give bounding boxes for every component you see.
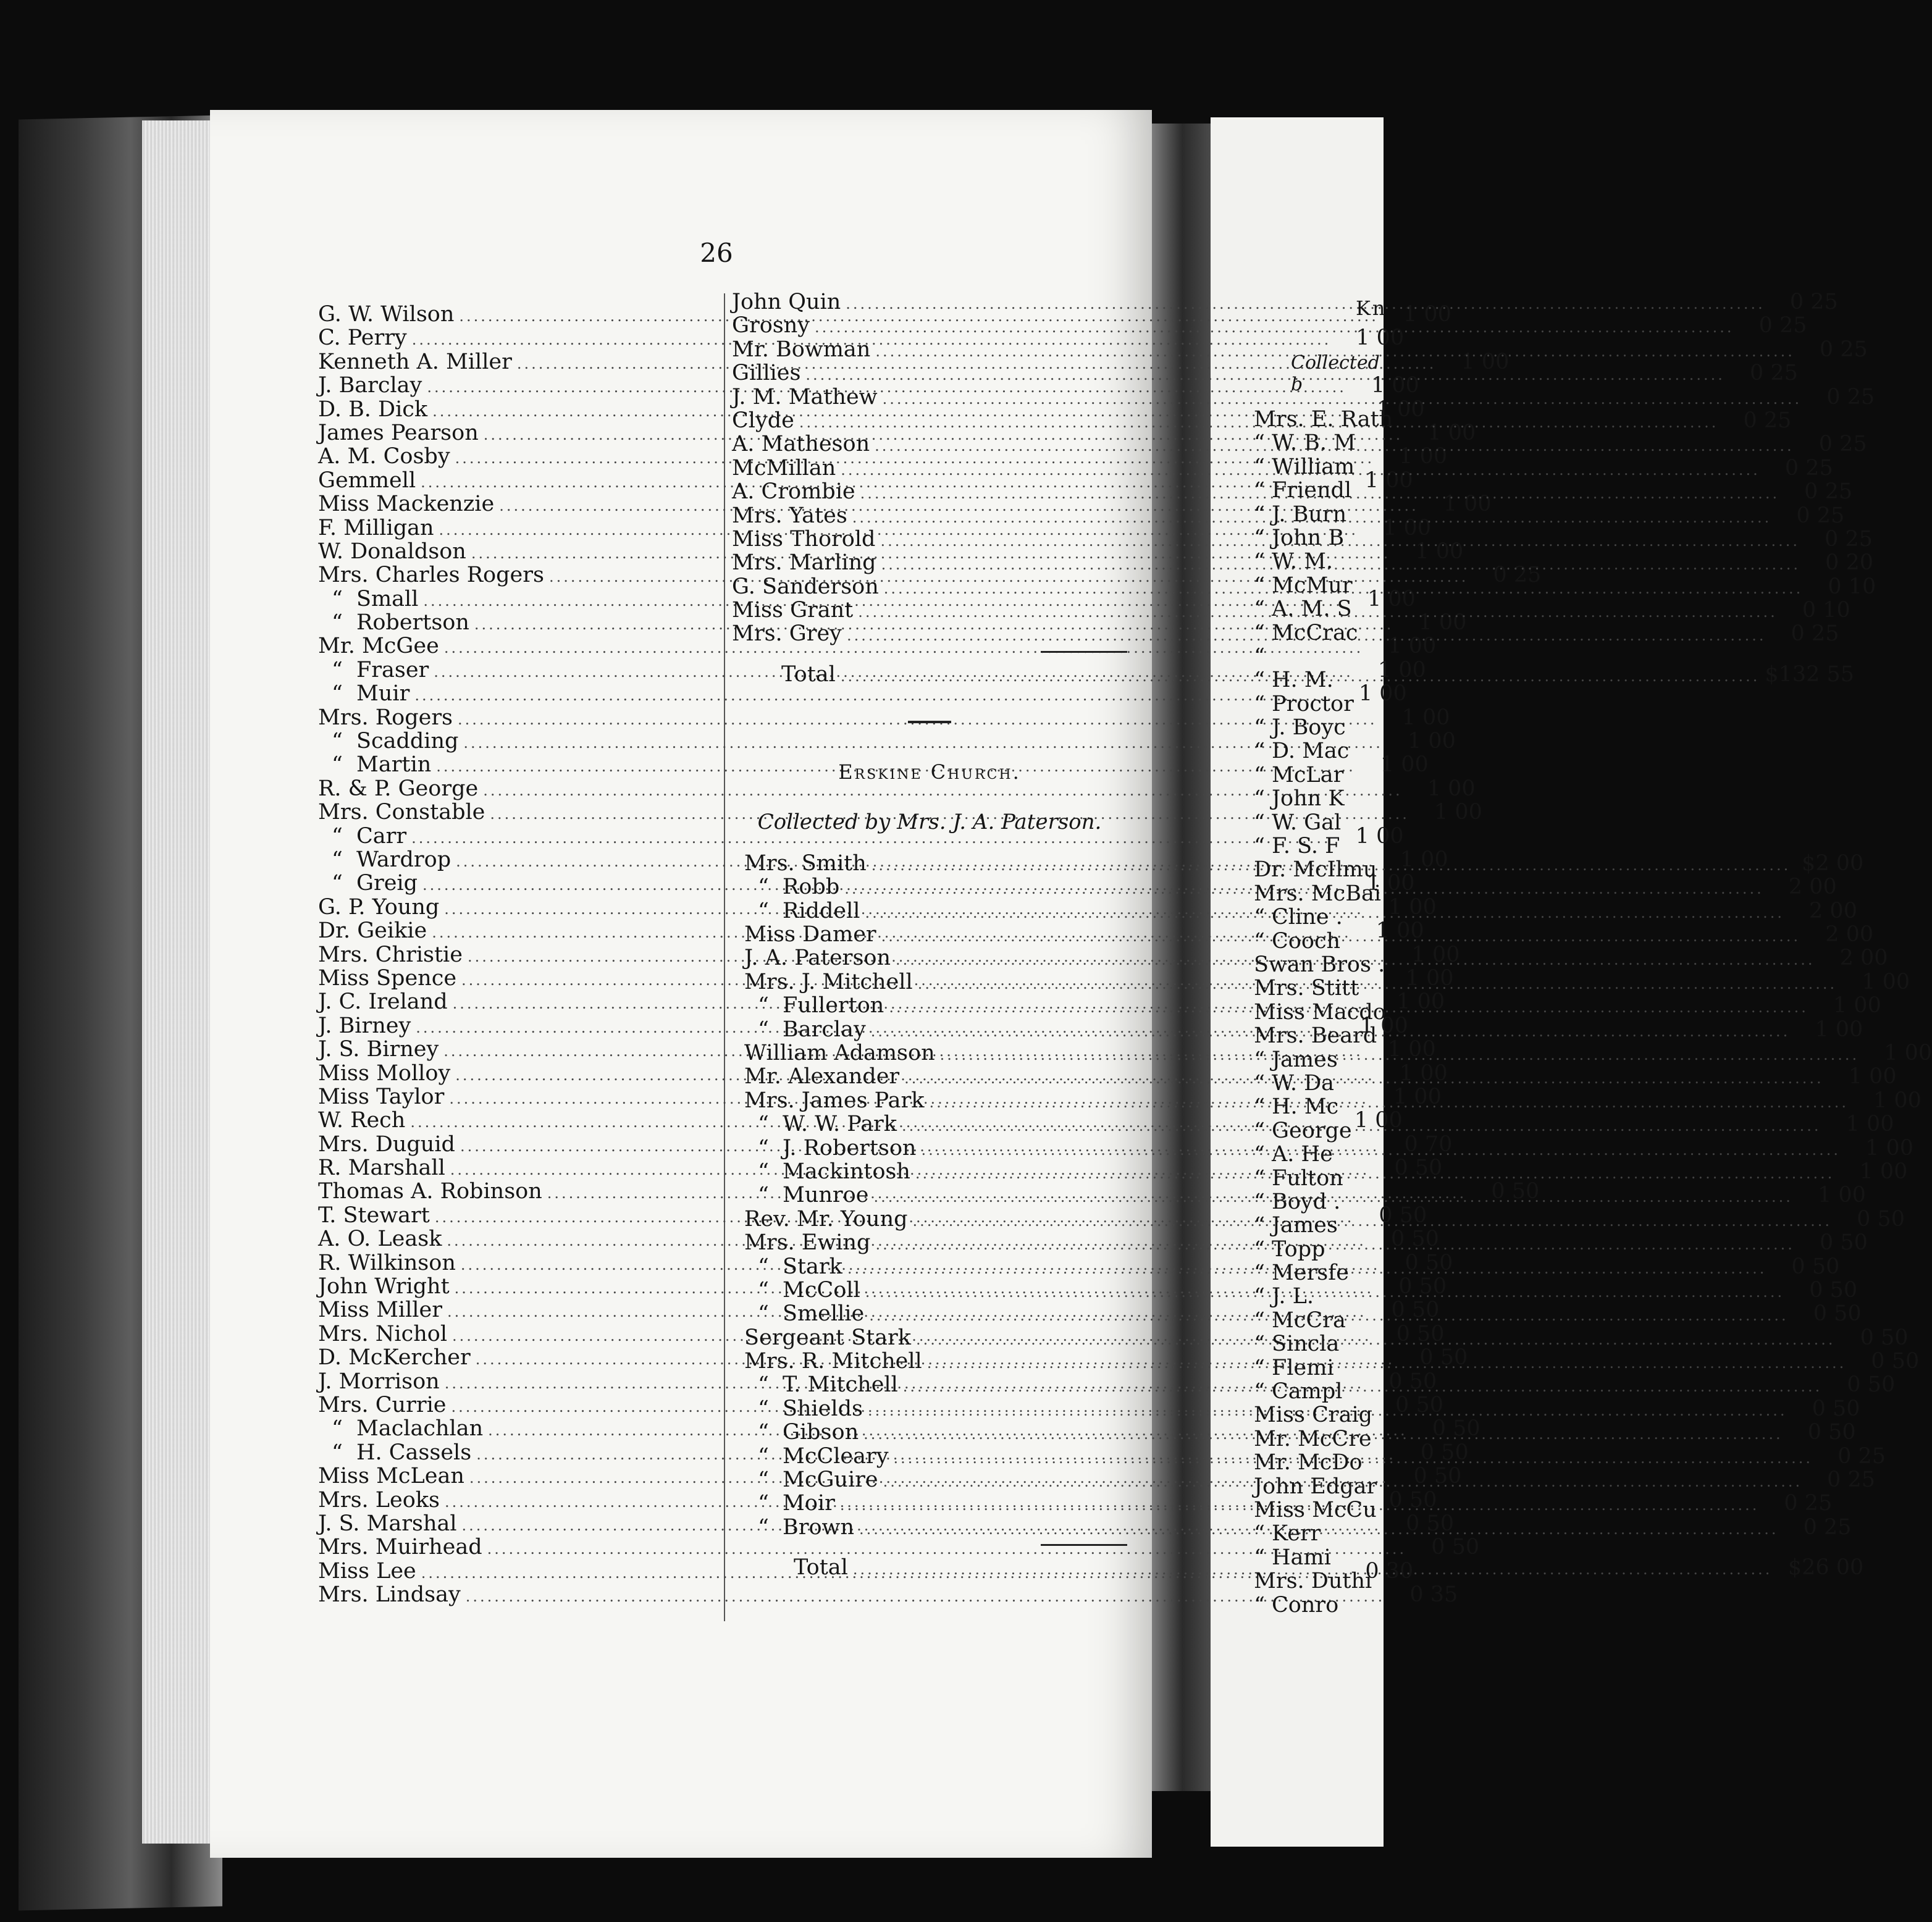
entry-name: A. O. Leask bbox=[318, 1227, 442, 1252]
ditto-mark: “ bbox=[332, 871, 343, 896]
entry-name: Clyde bbox=[732, 408, 794, 433]
entry-amount: 1 00 bbox=[1387, 1037, 1436, 1062]
section-divider bbox=[908, 721, 951, 723]
right-page-line: “ W. M. bbox=[1254, 549, 1334, 574]
entry-amount: 0 50 bbox=[1396, 1321, 1445, 1346]
right-page-line: “ John K bbox=[1254, 786, 1345, 812]
leader-dots bbox=[815, 316, 1734, 339]
section-title: Erskine Church. bbox=[838, 760, 1021, 784]
entry-amount: 1 00 bbox=[1366, 871, 1415, 896]
entry-name: “ T. Mitchell bbox=[744, 1373, 898, 1396]
entry-name: John Quin bbox=[732, 290, 841, 314]
entry-name: “ Brown bbox=[744, 1516, 854, 1539]
right-page-line: “ McCrac bbox=[1254, 620, 1358, 645]
entry-amount: 1 00 bbox=[1393, 1084, 1442, 1109]
entry-name: Miss Taylor bbox=[318, 1084, 445, 1109]
entry-name: “ Gibson bbox=[744, 1421, 859, 1444]
ditto-mark: “ bbox=[758, 1491, 769, 1516]
entry-name: Mr. Alexander bbox=[744, 1064, 900, 1089]
entry-amount: 0 25 bbox=[1818, 432, 1867, 457]
ditto-mark: “ bbox=[758, 875, 769, 900]
entry-amount: 1 00 bbox=[1815, 1017, 1863, 1042]
entry-name: Mrs. Duguid bbox=[318, 1131, 455, 1157]
entry-name: D. B. Dick bbox=[318, 397, 428, 422]
entry-amount: 1 00 bbox=[1388, 894, 1437, 920]
entry-amount: 0 50 bbox=[1398, 1274, 1447, 1299]
entry-name: Miss Thorold bbox=[732, 526, 876, 552]
entry-amount: 1 00 bbox=[1355, 823, 1404, 849]
entry-amount: 2 00 bbox=[1788, 875, 1837, 900]
ditto-mark: “ bbox=[758, 1514, 769, 1540]
entry-name: C. Perry bbox=[318, 325, 407, 351]
entry-amount: 1 00 bbox=[1859, 1159, 1908, 1184]
ditto-mark: “ bbox=[758, 898, 769, 923]
entry-name: Kenneth A. Miller bbox=[318, 349, 512, 374]
entry-name: Grosny bbox=[732, 313, 810, 338]
entry-amount: 0 50 bbox=[1820, 1230, 1868, 1256]
entry-name: A. Matheson bbox=[732, 432, 870, 457]
entry-name: A. M. Cosby bbox=[318, 444, 450, 469]
right-page-line: “ Mersfe bbox=[1254, 1261, 1349, 1286]
entry-name: Dr. Geikie bbox=[318, 918, 427, 944]
right-page-line: “ H. Mc bbox=[1254, 1094, 1339, 1120]
entry-name: J. Morrison bbox=[318, 1369, 440, 1394]
entry-amount: 0 50 bbox=[1431, 1535, 1480, 1560]
ditto-mark: “ bbox=[758, 1467, 769, 1493]
right-page-line: Mrs. E. Rath bbox=[1254, 407, 1393, 432]
entry-name: “ Munroe bbox=[744, 1183, 868, 1207]
right-page-line: Mr. McCre bbox=[1254, 1426, 1372, 1451]
ditto-mark: “ bbox=[332, 681, 343, 707]
total-amount: $26 00 bbox=[1787, 1555, 1864, 1580]
entry-amount: 1 00 bbox=[1405, 965, 1454, 991]
right-page-line: “ Kerr bbox=[1254, 1521, 1321, 1546]
right-page-line: “ William bbox=[1254, 454, 1355, 479]
entry-name: A. Crombie bbox=[732, 479, 855, 505]
entry-amount: 1 00 bbox=[1865, 1135, 1913, 1160]
ditto-mark: “ bbox=[758, 993, 769, 1018]
entry-name: Miss Miller bbox=[318, 1298, 442, 1323]
entry-amount: 0 25 bbox=[1749, 361, 1798, 386]
right-page-line: Miss Macdo bbox=[1254, 999, 1386, 1025]
entry-name: Miss Molloy bbox=[318, 1060, 451, 1086]
right-page-collected: Collected b bbox=[1291, 352, 1380, 395]
ditto-mark: “ bbox=[332, 1440, 343, 1465]
entry-amount: 0 25 bbox=[1789, 290, 1838, 314]
entry-name: G. P. Young bbox=[318, 894, 440, 920]
right-page-line: Mrs. Duthi bbox=[1254, 1569, 1372, 1594]
entry-name: Mrs. Currie bbox=[318, 1392, 447, 1417]
entry-name: Mrs. Grey bbox=[732, 621, 842, 647]
right-page-line: “ McLar bbox=[1254, 762, 1344, 787]
entry-name: Mrs. Muirhead bbox=[318, 1535, 482, 1560]
entry-name: D. McKercher bbox=[318, 1345, 471, 1370]
entry-amount: 2 00 bbox=[1825, 922, 1874, 947]
right-page-line: Mrs. McBai bbox=[1254, 881, 1382, 906]
entry-amount: 1 00 bbox=[1434, 800, 1482, 825]
total-rule bbox=[1041, 1544, 1127, 1546]
right-page-line: “ McCra bbox=[1254, 1307, 1346, 1333]
entry-amount: 0 25 bbox=[1743, 408, 1792, 433]
entry-name: Miss Spence bbox=[318, 965, 457, 991]
entry-amount: 0 50 bbox=[1491, 1179, 1540, 1204]
right-page-line: Miss Craig bbox=[1254, 1403, 1373, 1428]
entry-amount: 1 00 bbox=[1399, 444, 1448, 469]
right-page-line: Mrs. Stitt bbox=[1254, 976, 1359, 1001]
leader-dots bbox=[846, 292, 1765, 316]
entry-name: W. Rech bbox=[318, 1108, 406, 1133]
entry-name: Mrs. Ewing bbox=[744, 1230, 871, 1256]
entry-amount: 0 25 bbox=[1827, 1467, 1876, 1493]
entry-amount: 0 50 bbox=[1419, 1345, 1468, 1370]
entry-name: Miss Mackenzie bbox=[318, 492, 495, 517]
right-page-line: “ F. S. F bbox=[1254, 834, 1340, 859]
entry-amount: 1 00 bbox=[1818, 1183, 1866, 1208]
entry-name: Mrs. Leoks bbox=[318, 1487, 440, 1513]
entry-amount: 0 25 bbox=[1493, 563, 1542, 588]
right-page-line: “ Sincla bbox=[1254, 1332, 1340, 1357]
entry-amount: 0 25 bbox=[1784, 455, 1833, 480]
page-number: 26 bbox=[700, 238, 733, 268]
ditto-mark: “ bbox=[758, 1443, 769, 1469]
entry-name: Miss Grant bbox=[732, 598, 854, 623]
right-page-line: “ A. He bbox=[1254, 1142, 1333, 1167]
entry-name: Mrs. James Park bbox=[744, 1088, 925, 1113]
collected-by: Collected by Mrs. J. A. Paterson. bbox=[757, 809, 1102, 834]
entry-name: “ Smellie bbox=[744, 1302, 864, 1325]
entry-amount: 0 35 bbox=[1409, 1582, 1458, 1608]
entry-amount: 1 00 bbox=[1356, 325, 1405, 351]
right-page-line: “ A. M. S bbox=[1254, 597, 1352, 622]
right-page-line: Swan Bros . bbox=[1254, 952, 1385, 977]
entry-amount: 0 25 bbox=[1825, 526, 1873, 552]
entry-name: T. Stewart bbox=[318, 1202, 430, 1228]
entry-name: Mrs. Marling bbox=[732, 550, 876, 576]
entry-amount: 1 00 bbox=[1862, 969, 1910, 994]
entry-name: James Pearson bbox=[318, 420, 479, 445]
right-page-line: “ George bbox=[1254, 1118, 1352, 1143]
entry-name: G. Sanderson bbox=[732, 574, 879, 599]
right-page-line: “ John B bbox=[1254, 525, 1345, 550]
ditto-mark: “ bbox=[758, 1396, 769, 1421]
entry-name: “ Carr bbox=[318, 825, 406, 848]
entry-name: Sergeant Stark bbox=[744, 1325, 911, 1350]
entry-amount: 1 00 bbox=[1418, 610, 1467, 636]
entry-amount: 0 25 bbox=[1803, 1514, 1852, 1540]
ditto-mark: “ bbox=[758, 1159, 769, 1184]
ditto-mark: “ bbox=[758, 1112, 769, 1137]
entry-name: Mrs. Nichol bbox=[318, 1321, 448, 1346]
ditto-mark: “ bbox=[758, 1017, 769, 1042]
entry-name: “ J. Robertson bbox=[744, 1136, 916, 1160]
right-page-line: “ D. Mac bbox=[1254, 739, 1350, 764]
right-page-line: “ H. M. bbox=[1254, 668, 1334, 693]
entry-amount: 1 00 bbox=[1427, 420, 1476, 445]
entry-amount: 1 00 bbox=[1354, 1108, 1403, 1133]
total-label: Total bbox=[794, 1555, 848, 1580]
ditto-mark: “ bbox=[332, 752, 343, 778]
entry-amount: 1 00 bbox=[1358, 681, 1407, 707]
entry-name: Mrs. Lindsay bbox=[318, 1582, 461, 1608]
entry-name: “ Muir bbox=[318, 682, 410, 705]
entry-name: J. S. Marshal bbox=[318, 1511, 457, 1536]
entry-name: Miss Lee bbox=[318, 1558, 416, 1584]
entry-name: W. Donaldson bbox=[318, 539, 466, 564]
entry-amount: 0 50 bbox=[1871, 1349, 1920, 1374]
ditto-mark: “ bbox=[758, 1135, 769, 1160]
entry-amount: 0 50 bbox=[1391, 1298, 1440, 1323]
entry-name: Mrs. Rogers bbox=[318, 705, 453, 730]
entry-amount: 1 00 bbox=[1396, 989, 1445, 1015]
entry-amount: 1 00 bbox=[1376, 397, 1425, 422]
entry-amount: 0 30 bbox=[1365, 1558, 1414, 1584]
entry-amount: 1 00 bbox=[1411, 942, 1460, 967]
entry-name: J. A. Paterson bbox=[744, 946, 891, 971]
entry-name: “ Greig bbox=[318, 871, 418, 895]
entry-amount: 2 00 bbox=[1809, 898, 1857, 923]
entry-amount: 1 00 bbox=[1415, 539, 1464, 564]
ditto-mark: “ bbox=[332, 729, 343, 754]
entry-name: R. Wilkinson bbox=[318, 1250, 456, 1275]
entry-amount: 0 50 bbox=[1813, 1301, 1862, 1327]
entry-amount: 1 00 bbox=[1388, 634, 1437, 659]
entry-amount: 0 25 bbox=[1796, 503, 1845, 528]
entry-name: “ Mackintosh bbox=[744, 1160, 910, 1183]
entry-amount: 1 00 bbox=[1427, 776, 1476, 801]
entry-name: “ Moir bbox=[744, 1492, 835, 1515]
right-page-line: “ W. Gal bbox=[1254, 810, 1342, 835]
entry-amount: 1 00 bbox=[1399, 1060, 1448, 1086]
right-page-line: “ Conro bbox=[1254, 1592, 1339, 1618]
entry-name: “ McGuire bbox=[744, 1468, 878, 1492]
entry-amount: 1 00 bbox=[1873, 1088, 1922, 1113]
entry-name: McMillan bbox=[732, 455, 836, 480]
entry-name: Mrs. Smith bbox=[744, 850, 867, 876]
entry-amount: 0 10 bbox=[1802, 598, 1850, 623]
entry-name: “ McColl bbox=[744, 1278, 860, 1302]
entry-amount: 0 25 bbox=[1784, 1491, 1833, 1516]
entry-amount: 0 25 bbox=[1826, 384, 1875, 409]
entry-amount: 0 50 bbox=[1432, 1416, 1480, 1442]
entry-amount: 0 10 bbox=[1828, 574, 1876, 599]
right-page-line: “ Friendl bbox=[1254, 478, 1352, 503]
entry-amount: 0 50 bbox=[1847, 1372, 1896, 1398]
entry-amount: 0 50 bbox=[1791, 1254, 1840, 1279]
entry-amount: 1 00 bbox=[1833, 993, 1881, 1018]
entry-amount: 0 50 bbox=[1390, 1227, 1439, 1252]
leader-dots bbox=[940, 1043, 1860, 1067]
entry-amount: 1 00 bbox=[1371, 373, 1419, 398]
entry-amount: 0 25 bbox=[1804, 479, 1853, 505]
entry-name: Gemmell bbox=[318, 468, 416, 493]
entry-name: “ Martin bbox=[318, 753, 431, 776]
leader-dots bbox=[805, 363, 1725, 387]
entry-name: “ Stark bbox=[744, 1255, 842, 1278]
entry-amount: 1 00 bbox=[1380, 752, 1429, 778]
right-page-line: “ J. L. bbox=[1254, 1284, 1314, 1309]
ditto-mark: “ bbox=[332, 847, 343, 872]
right-page-line: “ W. B. M bbox=[1254, 430, 1356, 456]
entry-name: “ Robertson bbox=[318, 611, 469, 634]
entry-amount: 0 25 bbox=[1838, 1443, 1886, 1469]
right-page-line: “ James bbox=[1254, 1047, 1338, 1072]
right-page-line: “ McMur bbox=[1254, 573, 1353, 598]
entry-name: F. Milligan bbox=[318, 515, 434, 540]
right-page-line: “ Cooch bbox=[1254, 928, 1341, 954]
entry-amount: 0 50 bbox=[1379, 1202, 1427, 1228]
entry-amount: $2 00 bbox=[1802, 850, 1864, 876]
entry-name: J. C. Ireland bbox=[318, 989, 448, 1015]
entry-name: “ Small bbox=[318, 587, 418, 611]
entry-amount: 1 00 bbox=[1401, 705, 1450, 730]
entry-amount: 0 50 bbox=[1405, 1250, 1453, 1275]
right-page-line: “ Campl bbox=[1254, 1379, 1343, 1404]
entry-amount: 1 00 bbox=[1376, 918, 1424, 944]
entry-name: Mr. Bowman bbox=[732, 337, 871, 362]
entry-amount: 1 00 bbox=[1403, 302, 1451, 327]
entry-amount: 1 00 bbox=[1461, 349, 1510, 374]
ditto-mark: “ bbox=[332, 657, 343, 682]
entry-amount: 0 50 bbox=[1809, 1277, 1858, 1303]
right-page-line: Miss McCu bbox=[1254, 1497, 1377, 1522]
right-page-line: “ Topp bbox=[1254, 1236, 1325, 1262]
entry-amount: 0 50 bbox=[1395, 1392, 1443, 1417]
entry-amount: 1 00 bbox=[1364, 468, 1413, 493]
entry-amount: 0 50 bbox=[1812, 1396, 1860, 1421]
right-page-line: “ Hami bbox=[1254, 1545, 1331, 1570]
right-page-line: John Edgar bbox=[1254, 1474, 1377, 1499]
total-rule bbox=[1041, 651, 1127, 653]
right-page-line: Dr. McIlmu bbox=[1254, 857, 1377, 883]
ditto-mark: “ bbox=[758, 1420, 769, 1445]
entry-amount: 1 00 bbox=[1443, 492, 1492, 517]
entry-name: “ Maclachlan bbox=[318, 1417, 483, 1440]
entry-name: Mrs. Constable bbox=[318, 800, 485, 825]
entry-amount: 0 50 bbox=[1807, 1420, 1856, 1445]
right-page-line: “ J. Burn bbox=[1254, 501, 1347, 527]
entry-amount: 1 00 bbox=[1848, 1064, 1897, 1089]
ditto-mark: “ bbox=[758, 1372, 769, 1398]
entry-amount: 0 50 bbox=[1406, 1511, 1455, 1536]
entry-amount: 0 50 bbox=[1860, 1325, 1909, 1350]
entry-amount: 1 00 bbox=[1846, 1112, 1894, 1137]
leader-dots bbox=[929, 1091, 1849, 1114]
entry-name: “ Barclay bbox=[744, 1018, 866, 1041]
right-page-line: “ J. Boyc bbox=[1254, 715, 1346, 741]
entry-name: Thomas A. Robinson bbox=[318, 1179, 542, 1204]
entry-name: Miss McLean bbox=[318, 1464, 464, 1489]
right-page-line: “ James bbox=[1254, 1213, 1338, 1238]
entry-name: J. Birney bbox=[318, 1013, 411, 1038]
right-page-line: Mr. McDo bbox=[1254, 1450, 1363, 1475]
entry-name: Miss Damer bbox=[744, 922, 876, 947]
entry-amount: 0 70 bbox=[1404, 1131, 1453, 1157]
entry-name: “ Robb bbox=[744, 875, 839, 899]
entry-name: J. M. Mathew bbox=[732, 384, 878, 409]
entry-name: R. Marshall bbox=[318, 1156, 445, 1181]
entry-name: William Adamson bbox=[744, 1040, 935, 1065]
entry-name: J. S. Birney bbox=[318, 1037, 439, 1062]
entry-name: Mrs. Yates bbox=[732, 503, 847, 528]
entry-amount: 0 20 bbox=[1825, 550, 1874, 576]
entry-name: “ McCleary bbox=[744, 1445, 889, 1468]
right-page-heading: Kn bbox=[1356, 296, 1387, 320]
entry-amount: 0 50 bbox=[1413, 1464, 1462, 1489]
entry-amount: 1 00 bbox=[1359, 1013, 1408, 1038]
right-page-line: “ W. Da bbox=[1254, 1070, 1335, 1096]
entry-name: Mrs. Christie bbox=[318, 942, 463, 967]
ditto-mark: “ bbox=[758, 1277, 769, 1303]
right-page-line: “ bbox=[1254, 644, 1265, 669]
entry-amount: 1 00 bbox=[1884, 1040, 1932, 1065]
entry-name: “ Scadding bbox=[318, 729, 458, 753]
entry-name: Mr. McGee bbox=[318, 634, 439, 659]
ditto-mark: “ bbox=[758, 1183, 769, 1208]
entry-amount: 2 00 bbox=[1839, 946, 1888, 971]
right-page-line: “ Flemi bbox=[1254, 1355, 1334, 1380]
entry-name: Mrs. J. Mitchell bbox=[744, 969, 913, 994]
entry-amount: 0 50 bbox=[1394, 1156, 1443, 1181]
total-label: Total bbox=[781, 661, 836, 687]
entry-amount: 0 50 bbox=[1388, 1487, 1437, 1513]
entry-amount: 1 00 bbox=[1383, 515, 1432, 540]
entry-amount: 1 00 bbox=[1377, 657, 1426, 682]
entry-name: “ Riddell bbox=[744, 899, 860, 923]
entry-amount: 0 25 bbox=[1758, 313, 1807, 338]
right-page-line: “ Boyd . bbox=[1254, 1189, 1341, 1214]
entry-name: Mrs. Charles Rogers bbox=[318, 563, 544, 588]
entry-name: G. W. Wilson bbox=[318, 302, 455, 327]
entry-name: John Wright bbox=[318, 1274, 450, 1299]
ditto-mark: “ bbox=[758, 1254, 769, 1279]
right-page-line: “ Proctor bbox=[1254, 691, 1354, 716]
entry-amount: 1 00 bbox=[1367, 586, 1416, 611]
ditto-mark: “ bbox=[332, 823, 343, 849]
entry-amount: 0 50 bbox=[1420, 1440, 1469, 1465]
right-page-line: “ Cline . bbox=[1254, 905, 1343, 930]
entry-name: Mrs. R. Mitchell bbox=[744, 1349, 922, 1374]
entry-amount: 0 50 bbox=[1857, 1206, 1905, 1232]
ditto-mark: “ bbox=[332, 610, 343, 636]
entry-name: R. & P. George bbox=[318, 776, 479, 801]
entry-name: Rev. Mr. Young bbox=[744, 1206, 908, 1232]
entry-name: “ Fullerton bbox=[744, 994, 884, 1017]
leader-dots bbox=[927, 1351, 1847, 1375]
entry-amount: 1 00 bbox=[1400, 847, 1448, 872]
ditto-mark: “ bbox=[758, 1301, 769, 1327]
ditto-mark: “ bbox=[332, 586, 343, 611]
entry-amount: 0 25 bbox=[1819, 337, 1868, 362]
entry-name: “ Fraser bbox=[318, 658, 429, 682]
entry-name: “ H. Cassels bbox=[318, 1441, 471, 1464]
right-page-line: “ Fulton bbox=[1254, 1165, 1343, 1191]
right-page-line: Mrs. Beard bbox=[1254, 1023, 1377, 1049]
entry-amount: 0 50 bbox=[1388, 1369, 1437, 1394]
ditto-mark: “ bbox=[332, 1416, 343, 1442]
total-amount: $132 55 bbox=[1765, 661, 1855, 687]
entry-amount: 1 00 bbox=[1407, 729, 1456, 754]
entry-name: Gillies bbox=[732, 361, 801, 386]
entry-amount: 0 25 bbox=[1791, 621, 1839, 647]
entry-name: “ Shields bbox=[744, 1397, 863, 1421]
entry-name: J. Barclay bbox=[318, 373, 422, 398]
entry-name: “ Wardrop bbox=[318, 848, 451, 871]
leader-dots bbox=[466, 1585, 1385, 1608]
entry-name: “ W. W. Park bbox=[744, 1112, 897, 1136]
